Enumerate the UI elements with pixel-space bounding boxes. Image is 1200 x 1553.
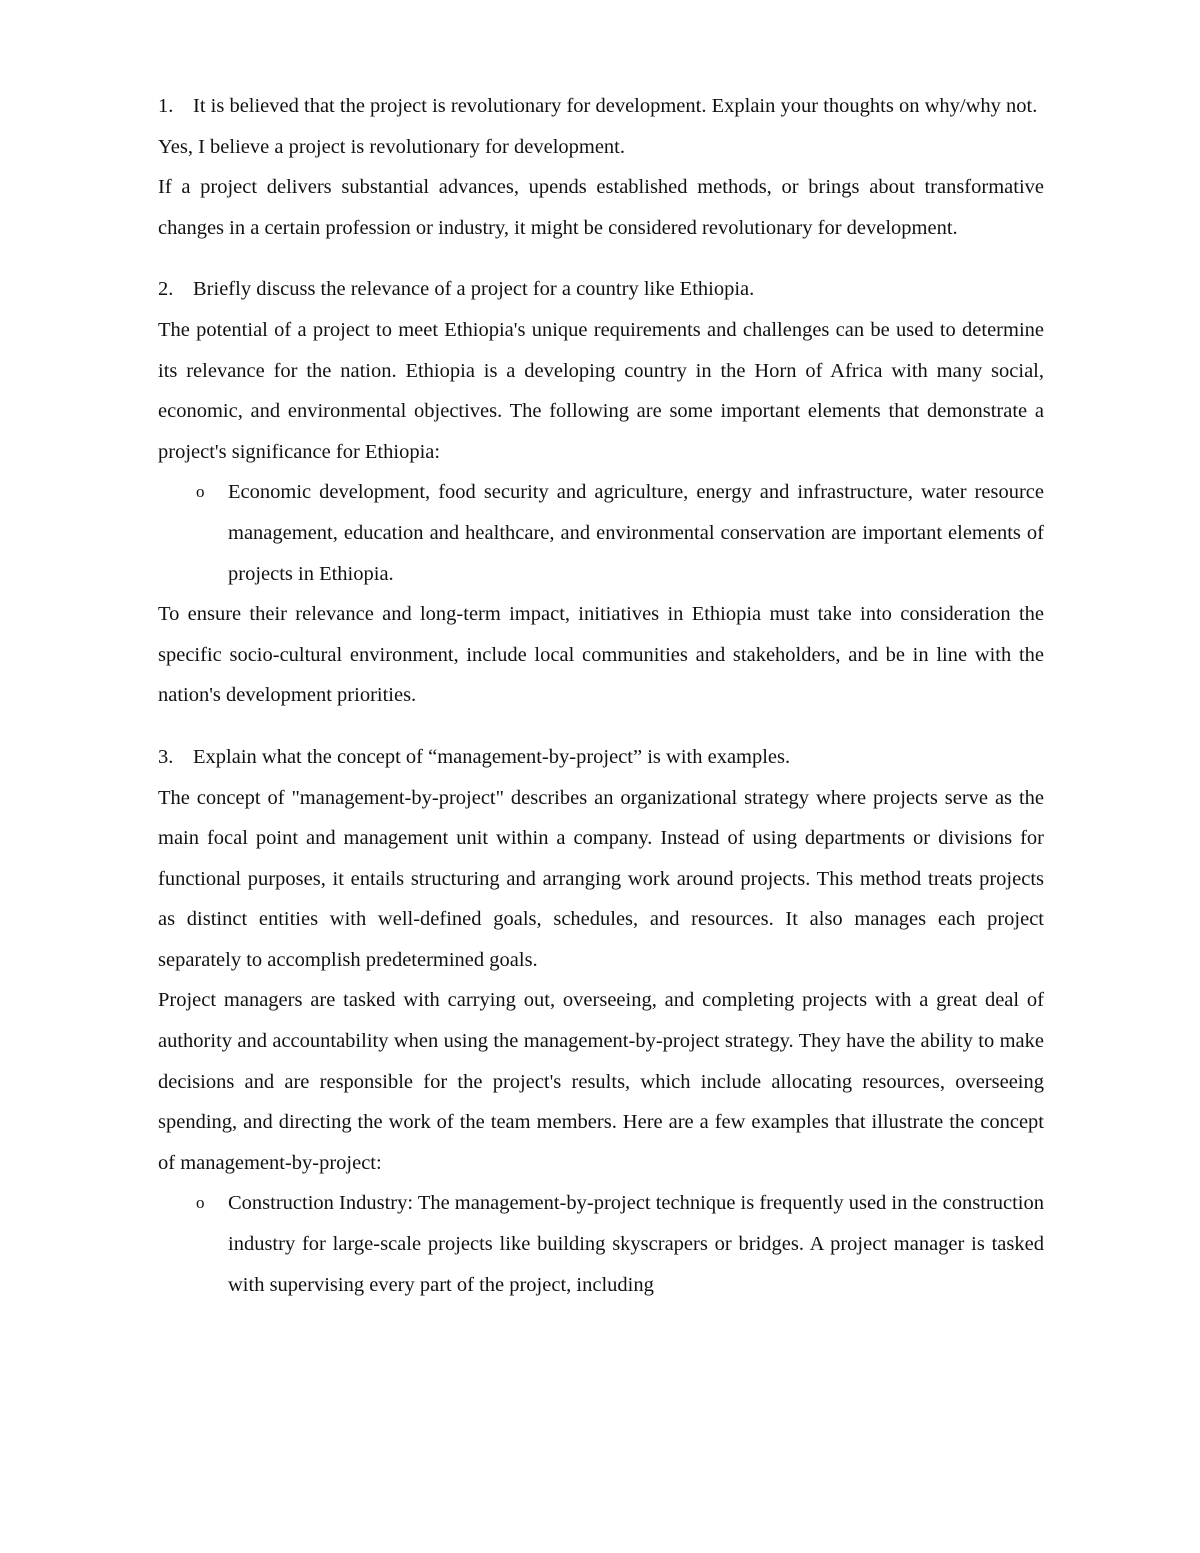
section-spacer [158,248,1044,269]
question-3 [158,737,1044,778]
answer-paragraph: Project managers are tasked with carrying out, overseeing, and completing projects with a great deal of authority and accountability when using the management-by-project strategy. They have the ability to make decisions and are responsible for the project's results, which include allocating resources, overseeing spending, and directing the work of the team members. Here are a few examples that illustrate the concept of management-by-project: [158,989,1044,1174]
document-body [158,86,1044,1305]
bullet-text: Construction Industry: The management-by-project technique is frequently used in the construction industry for large-scale projects like building skyscrapers or bridges. A project manager is tasked with supervising every part of the project, including [228,1192,1044,1296]
question-number: 2. [158,278,174,301]
question-text: Briefly discuss the relevance of a project for a country like Ethiopia. [193,278,755,301]
question-1 [158,86,1044,127]
answer-paragraph: If a project delivers substantial advances, upends established methods, or brings about transformative changes in a certain profession or industry, it might be considered revolutionary for development. [158,176,1044,239]
bullet-item [158,1183,1044,1305]
bullet-item [158,472,1044,594]
question-number: 3. [158,745,174,768]
question-number: 1. [158,95,174,117]
answer-paragraph: To ensure their relevance and long-term impact, initiatives in Ethiopia must take into consideration the specific socio-cultural environment, include local communities and stakeholders, and be in line with the nation's development priorities. [158,603,1044,707]
question-text: It is believed that the project is revolutionary for development. Explain your thoughts on why/why not. [193,95,1038,117]
bullet-text: Economic development, food security and agriculture, energy and infrastructure, water resource management, education and healthcare, and environmental conservation are important elements of projects in Ethiopia. [228,481,1044,585]
bullet-marker: o [196,482,205,502]
answer-paragraph: The concept of "management-by-project" describes an organizational strategy where projects serve as the main focal point and management unit within a company. Instead of using departments or divisions for functional purposes, it entails structuring and arranging work around projects. This method treats projects as distinct entities with well-defined goals, schedules, and resources. It also manages each project separately to accomplish predetermined goals. [158,786,1044,971]
answer-paragraph: Yes, I believe a project is revolutionary for development. [158,135,626,158]
answer-paragraph: The potential of a project to meet Ethiopia's unique requirements and challenges can be used to determine its relevance for the nation. Ethiopia is a developing country in the Horn of Africa with many social, economic, and environmental objectives. The following are some important elements that demonstrate a project's significance for Ethiopia: [158,318,1044,463]
question-2 [158,269,1044,310]
question-text: Explain what the concept of “management-by-project” is with examples. [193,745,791,768]
section-spacer [158,716,1044,737]
bullet-marker: o [196,1193,205,1213]
